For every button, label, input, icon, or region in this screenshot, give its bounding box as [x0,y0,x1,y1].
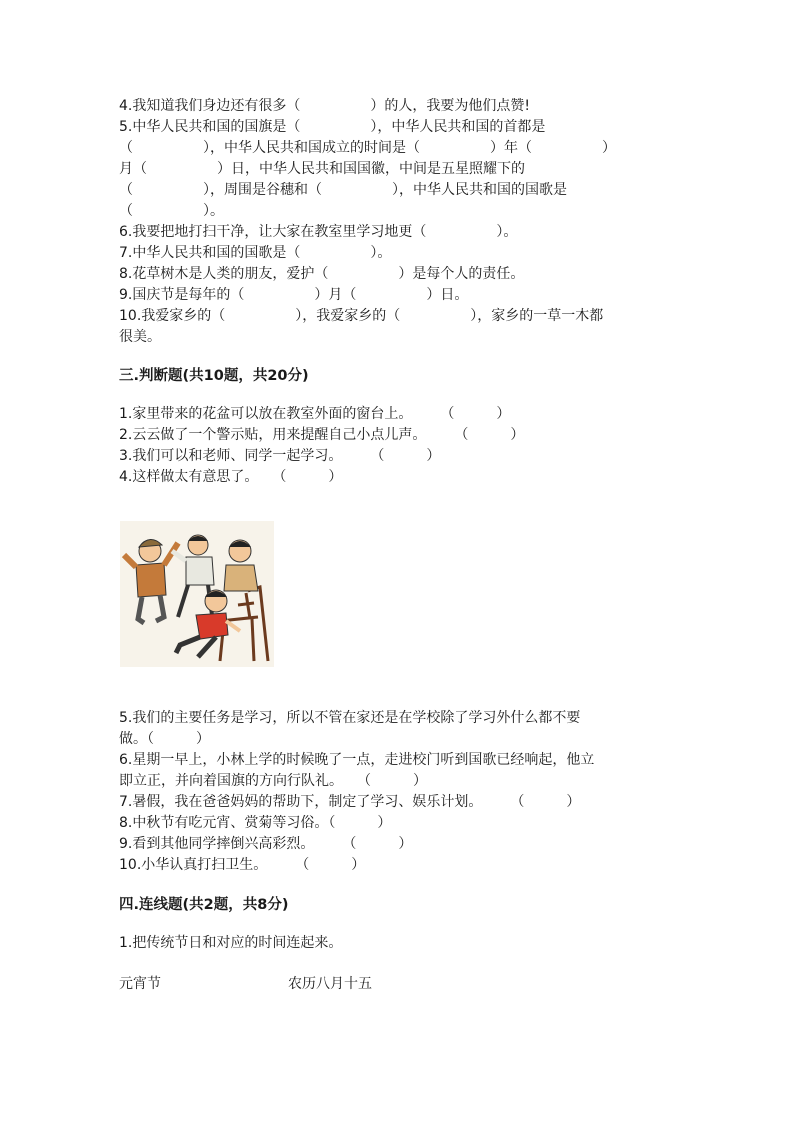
judge-question-6-line-2: 即立正，并向着国旗的方向行队礼。 （ ） [119,773,427,789]
question-8-line: 8.花草树木是人类的朋友，爱护（ ）是每个人的责任。 [119,266,525,282]
matching-question-1: 1.把传统节日和对应的时间连起来。 [119,935,343,951]
question-5-line-1: 5.中华人民共和国的国旗是（ ），中华人民共和国的首都是 [119,119,546,135]
judge-question-1: 1.家里带来的花盆可以放在教室外面的窗台上。 （ ） [119,406,511,422]
matching-right-item: 农历八月十五 [288,976,372,992]
question-7-line: 7.中华人民共和国的国歌是（ ）。 [119,245,392,261]
children-teasing-illustration [120,521,274,667]
question-5-line-4: （ ），周围是谷穗和（ ），中华人民共和国的国歌是 [119,182,567,198]
judge-question-8: 8.中秋节有吃元宵、赏菊等习俗。（ ） [119,815,392,831]
section-4-heading: 四.连线题(共2题，共8分) [119,897,289,913]
judge-question-5-line-1: 5.我们的主要任务是学习，所以不管在家还是在学校除了学习外什么都不要 [119,710,581,726]
judge-question-3: 3.我们可以和老师、同学一起学习。 （ ） [119,448,441,464]
judge-question-5-line-2: 做。（ ） [119,731,210,747]
question-5-line-2: （ ），中华人民共和国成立的时间是（ ）年（ ） [119,140,616,156]
judge-question-4: 4.这样做太有意思了。 （ ） [119,469,343,485]
judge-question-10: 10.小华认真打扫卫生。 （ ） [119,857,366,873]
question-6-line: 6.我要把地打扫干净，让大家在教室里学习地更（ ）。 [119,224,518,240]
question-9-line: 9.国庆节是每年的（ ）月（ ）日。 [119,287,469,303]
matching-left-item: 元宵节 [119,976,161,992]
judge-question-7: 7.暑假，我在爸爸妈妈的帮助下，制定了学习、娱乐计划。 （ ） [119,794,581,810]
section-3-heading: 三.判断题(共10题，共20分) [119,368,309,384]
judge-question-9: 9.看到其他同学摔倒兴高彩烈。 （ ） [119,836,413,852]
question-5-line-3: 月（ ）日，中华人民共和国国徽，中间是五星照耀下的 [119,161,525,177]
question-4-line: 4.我知道我们身边还有很多（ ）的人，我要为他们点赞! [119,98,530,114]
judge-question-6-line-1: 6.星期一早上，小林上学的时候晚了一点，走进校门听到国歌已经响起，他立 [119,752,595,768]
question-10-line-2: 很美。 [119,329,161,345]
judge-question-2: 2.云云做了一个警示贴，用来提醒自己小点儿声。 （ ） [119,427,525,443]
question-10-line-1: 10.我爱家乡的（ ），我爱家乡的（ ），家乡的一草一木都 [119,308,604,324]
question-5-line-5: （ ）。 [119,203,224,219]
